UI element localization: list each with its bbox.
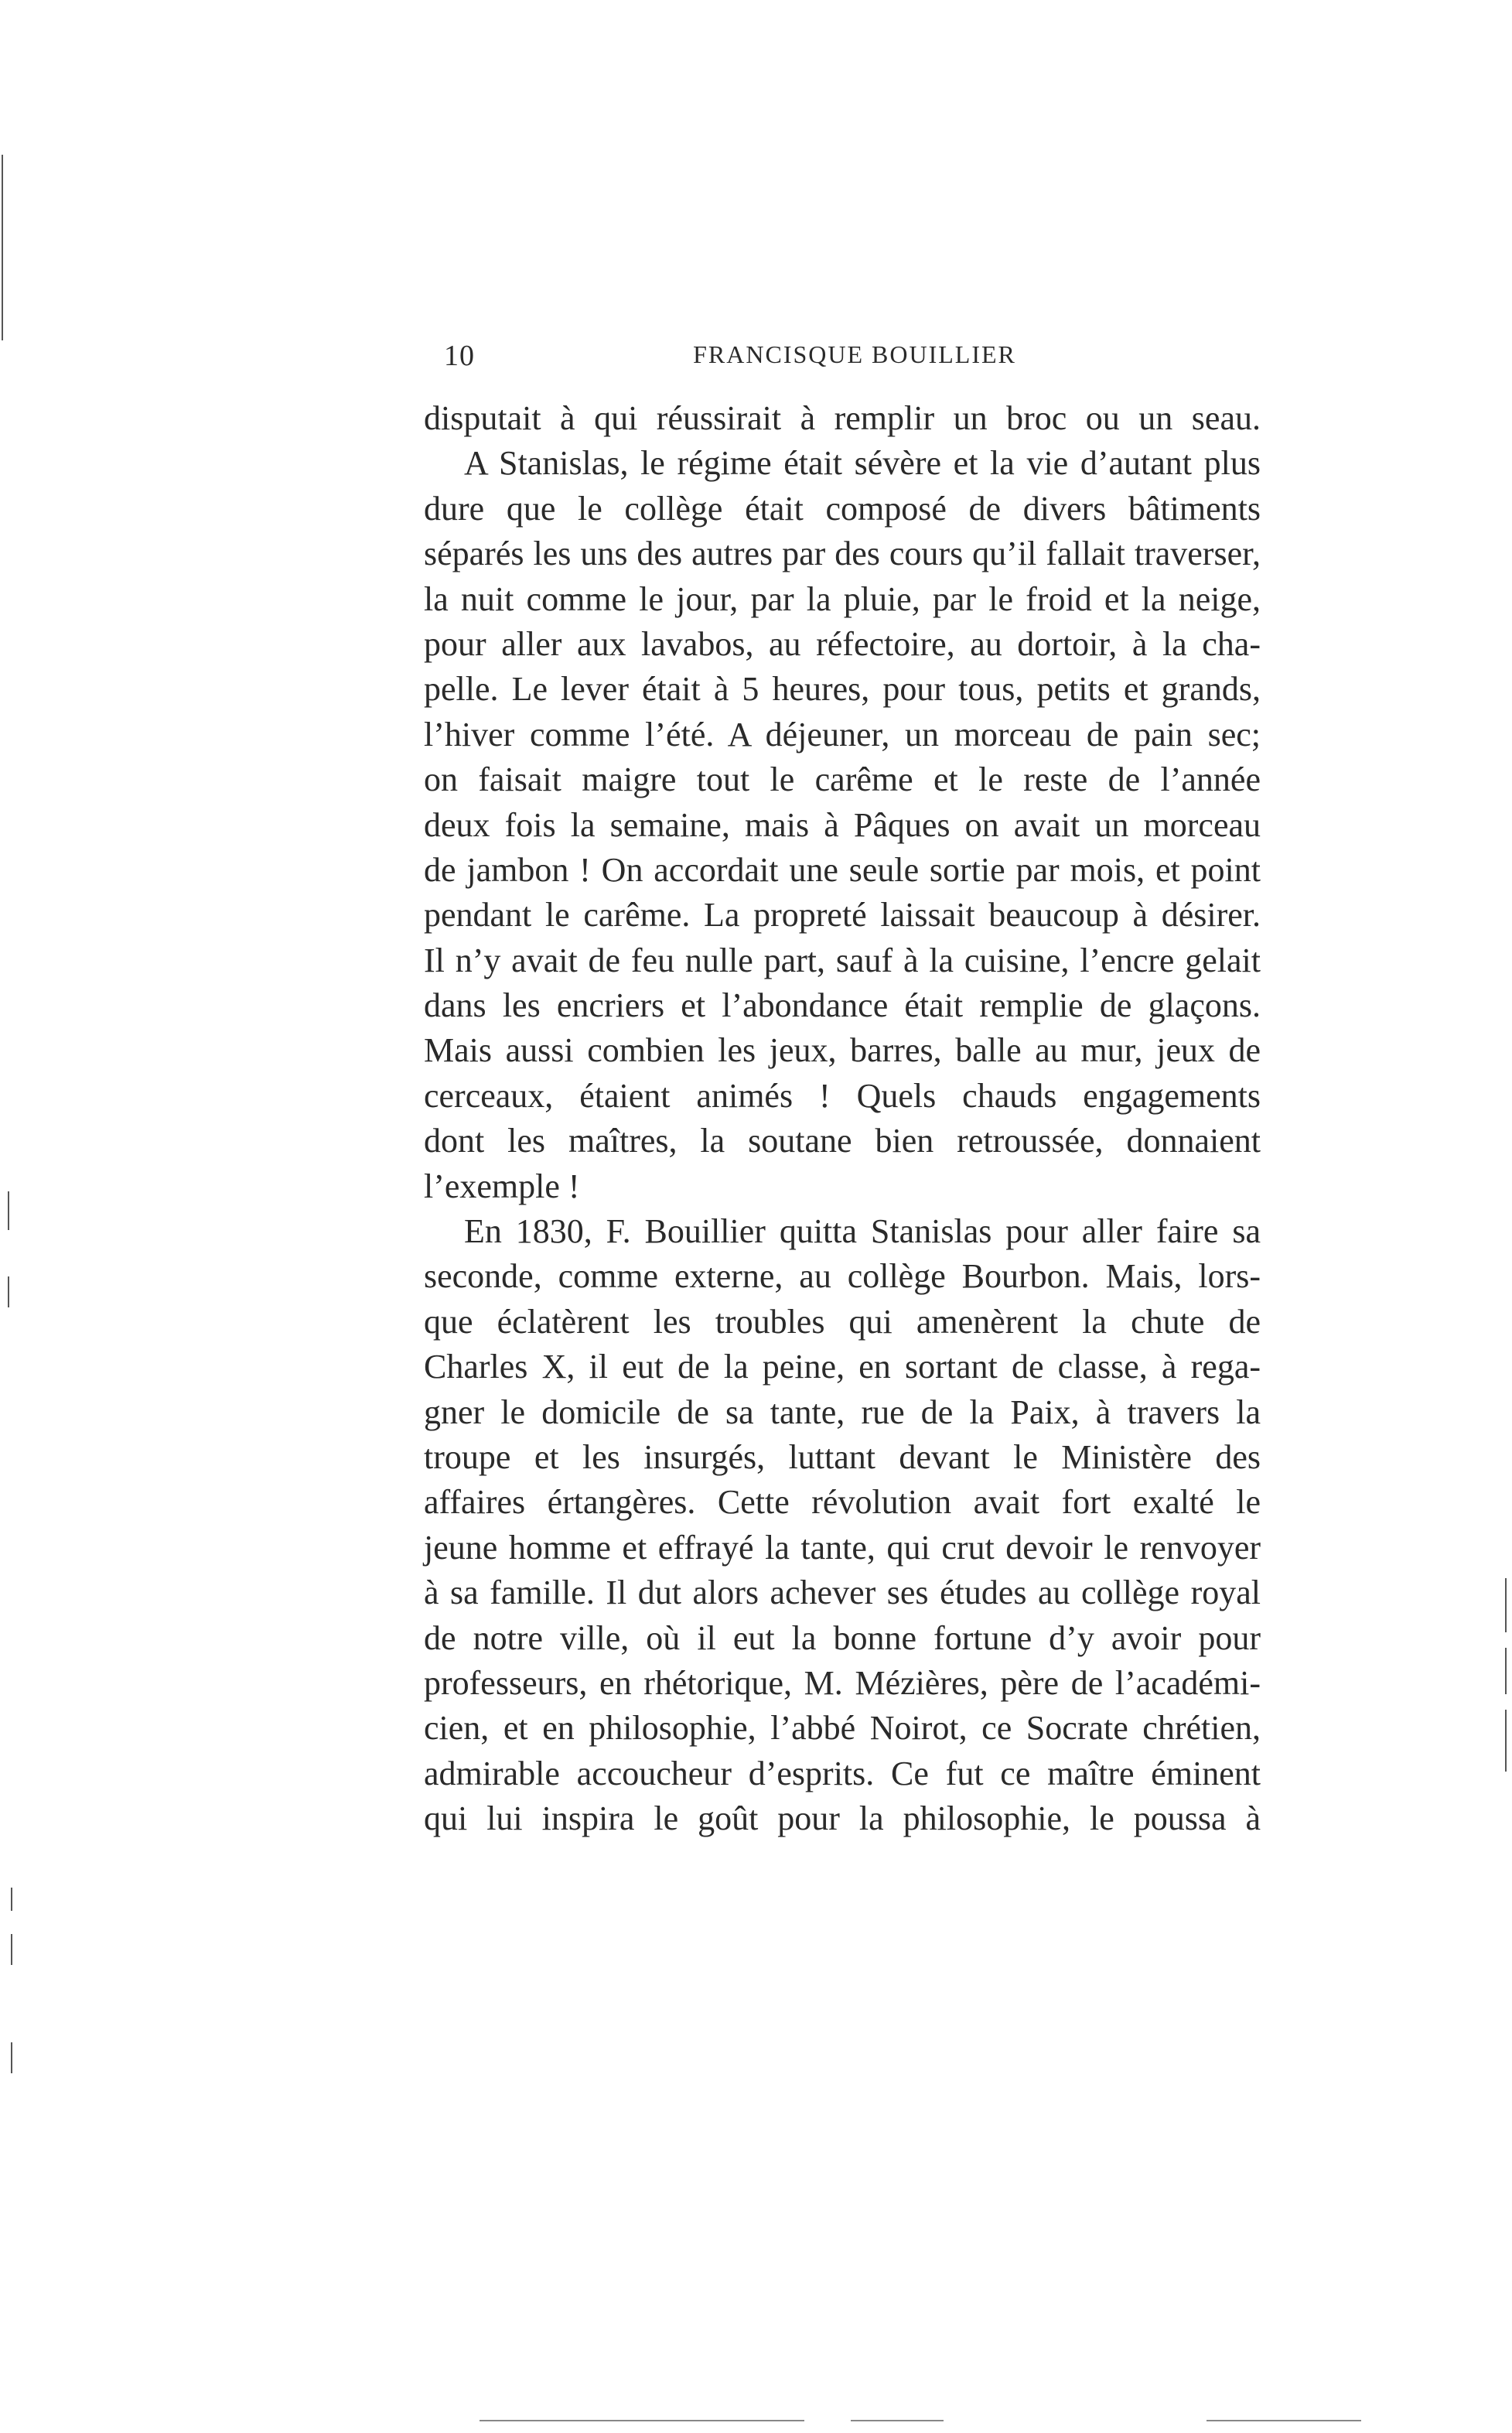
scan-margin-mark xyxy=(1505,1710,1507,1772)
text-line: pendant le carême. La propreté laissait beaucoup à désirer. xyxy=(424,896,1261,935)
running-head: FRANCISQUE BOUILLIER xyxy=(693,340,1016,368)
scan-margin-mark xyxy=(8,1191,9,1230)
text-line: professeurs, en rhétorique, M. Mézières, père de l’académi- xyxy=(424,1663,1261,1702)
text-line: dans les encriers et l’abondance était remplie de glaçons. xyxy=(424,986,1261,1025)
text-line: l’hiver comme l’été. A déjeuner, un morceau de pain sec; xyxy=(424,715,1261,753)
text-line: jeune homme et effrayé la tante, qui crut devoir le renvoyer xyxy=(424,1528,1261,1567)
text-line: de jambon ! On accordait une seule sortie par mois, et point xyxy=(424,850,1261,889)
scan-margin-mark xyxy=(8,1276,9,1307)
scan-bottom-rule xyxy=(851,2420,944,2421)
text-line: Mais aussi combien les jeux, barres, balle au mur, jeux de xyxy=(424,1031,1261,1070)
paragraph-end-line: l’exemple ! xyxy=(424,1167,580,1205)
text-line: deux fois la semaine, mais à Pâques on avait un morceau xyxy=(424,805,1261,844)
text-line: pour aller aux lavabos, au réfectoire, au dortoir, à la cha- xyxy=(424,624,1261,663)
text-line: cien, et en philosophie, l’abbé Noirot, ce Socrate chrétien, xyxy=(424,1709,1261,1748)
text-line: seconde, comme externe, au collège Bourbon. Mais, lors- xyxy=(424,1257,1261,1296)
text-line: troupe et les insurgés, luttant devant le Ministère des xyxy=(424,1437,1261,1476)
text-line: affaires értangères. Cette révolution avait fort exalté le xyxy=(424,1483,1261,1522)
text-line: qui lui inspira le goût pour la philosophie, le poussa à xyxy=(424,1799,1261,1838)
text-line: à sa famille. Il dut alors achever ses études au collège royal xyxy=(424,1574,1261,1612)
text-line: gner le domicile de sa tante, rue de la Paix, à travers la xyxy=(424,1392,1261,1431)
text-line: la nuit comme le jour, par la pluie, par le froid et la neige, xyxy=(424,579,1261,618)
scan-margin-mark xyxy=(11,1888,12,1911)
scan-margin-mark xyxy=(1505,1648,1507,1694)
text-line: disputait à qui réussirait à remplir un broc ou un seau. xyxy=(424,399,1261,437)
text-line: cerceaux, étaient animés ! Quels chauds engagements xyxy=(424,1076,1261,1115)
body-text xyxy=(424,396,1261,1842)
scan-margin-mark xyxy=(1505,1578,1507,1632)
scan-bottom-rule xyxy=(1207,2420,1361,2421)
text-line: que éclatèrent les troubles qui amenèrent la chute de xyxy=(424,1302,1261,1341)
page-number: 10 xyxy=(444,340,475,372)
text-line: admirable accoucheur d’esprits. Ce fut ce maître éminent xyxy=(424,1754,1261,1792)
text-line: dure que le collège était composé de divers bâtiments xyxy=(424,489,1261,528)
paragraph-start-line: En 1830, F. Bouillier quitta Stanislas pour aller faire sa xyxy=(464,1212,1261,1251)
text-line: de notre ville, où il eut la bonne fortune d’y avoir pour xyxy=(424,1618,1261,1657)
paragraph-start-line: A Stanislas, le régime était sévère et la vie d’autant plus xyxy=(464,444,1261,483)
scan-bottom-rule xyxy=(480,2420,804,2421)
scan-margin-mark xyxy=(11,2042,12,2073)
text-line: pelle. Le lever était à 5 heures, pour tous, petits et grands, xyxy=(424,670,1261,709)
scan-margin-mark xyxy=(11,1934,12,1965)
text-line: on faisait maigre tout le carême et le reste de l’année xyxy=(424,760,1261,799)
text-line: Il n’y avait de feu nulle part, sauf à la cuisine, l’encre gelait xyxy=(424,941,1261,979)
scan-margin-mark xyxy=(2,155,3,340)
text-line: Charles X, il eut de la peine, en sortant de classe, à rega- xyxy=(424,1348,1261,1386)
text-line: séparés les uns des autres par des cours qu’il fallait traverser, xyxy=(424,535,1261,573)
text-line: dont les maîtres, la soutane bien retroussée, donnaient xyxy=(424,1122,1261,1160)
